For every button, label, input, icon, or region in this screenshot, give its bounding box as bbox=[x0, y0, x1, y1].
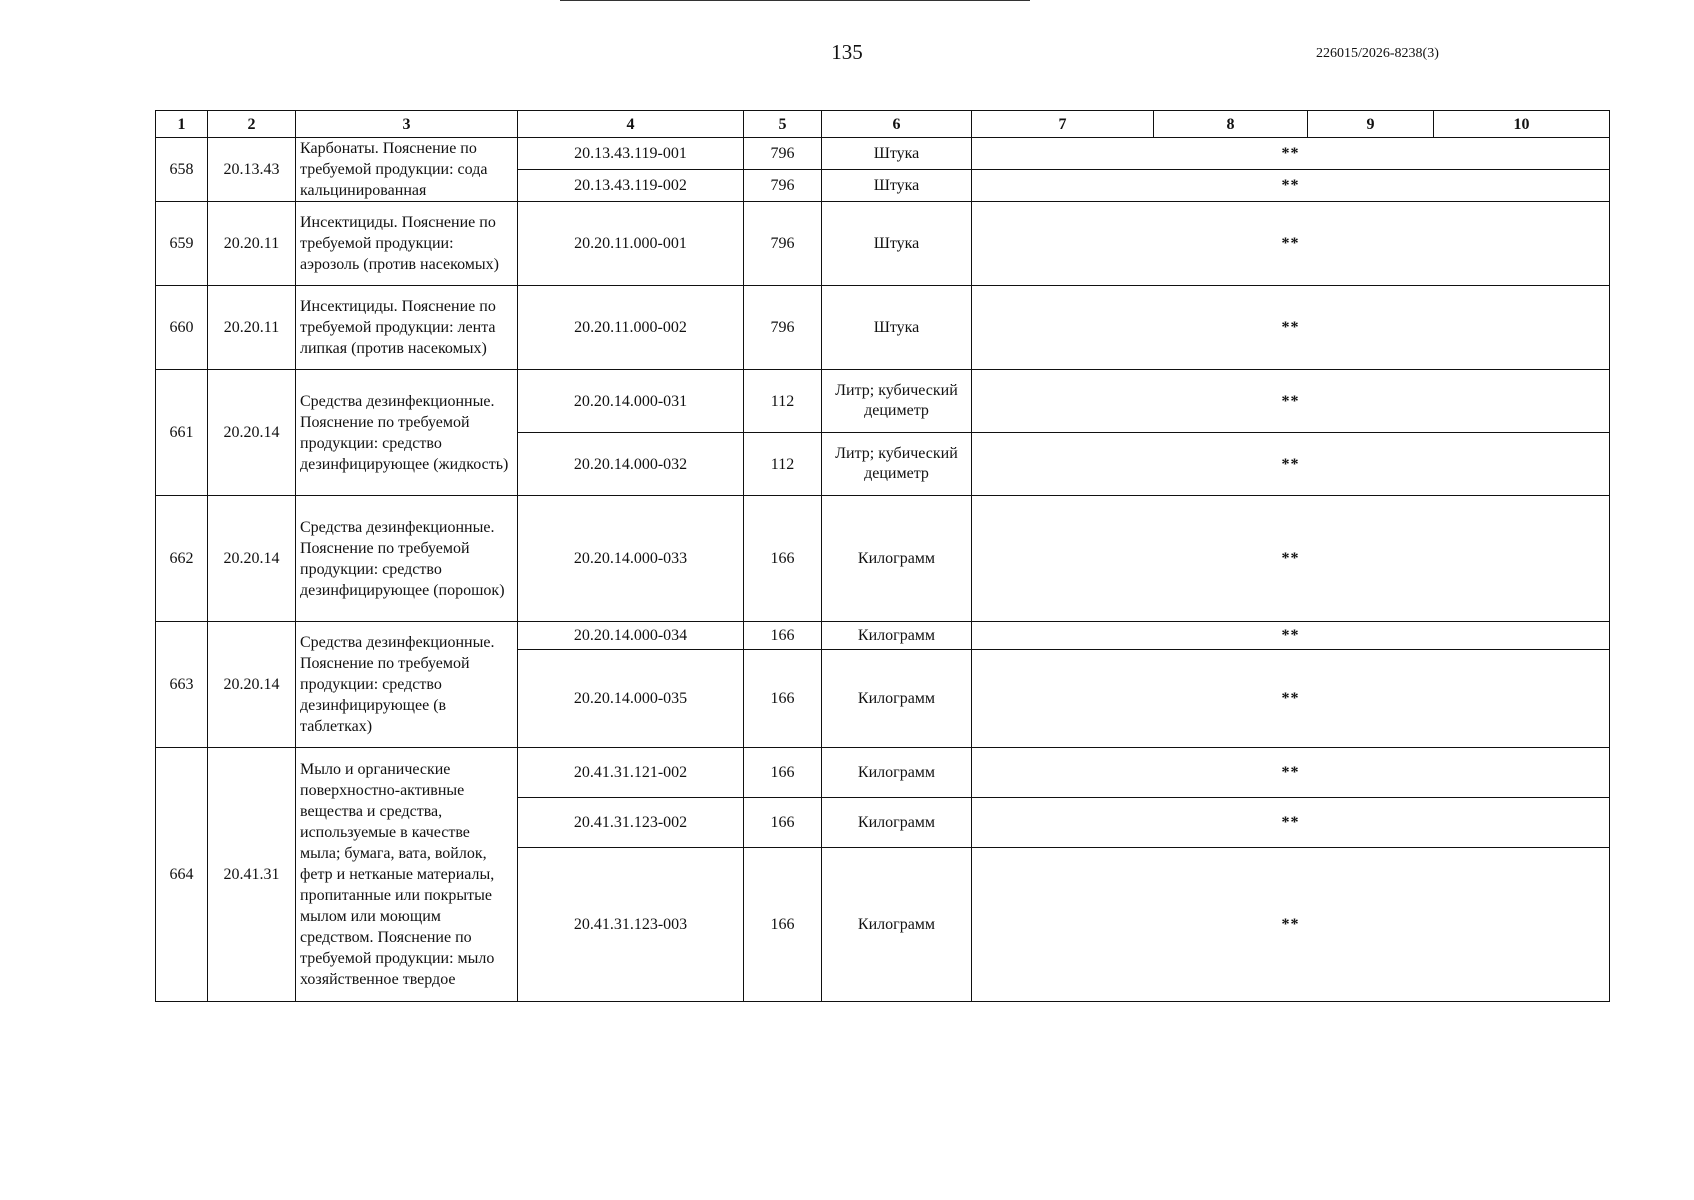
ktru-code: 20.13.43.119-002 bbox=[518, 170, 744, 202]
value-placeholder: ** bbox=[972, 138, 1610, 170]
row-number: 661 bbox=[156, 370, 208, 496]
column-header: 5 bbox=[744, 111, 822, 138]
okpd-code: 20.20.14 bbox=[208, 496, 296, 622]
okei-code: 112 bbox=[744, 370, 822, 433]
item-description: Инсектициды. Пояснение по требуемой продукции: лента липкая (против насекомых) bbox=[296, 286, 518, 370]
okei-code: 796 bbox=[744, 138, 822, 170]
okei-code: 166 bbox=[744, 622, 822, 650]
value-placeholder: ** bbox=[972, 170, 1610, 202]
okpd-code: 20.20.11 bbox=[208, 202, 296, 286]
unit-name: Литр; кубический дециметр bbox=[822, 433, 972, 496]
value-placeholder: ** bbox=[972, 748, 1610, 798]
okei-code: 112 bbox=[744, 433, 822, 496]
unit-name: Килограмм bbox=[822, 798, 972, 848]
value-placeholder: ** bbox=[972, 286, 1610, 370]
okei-code: 796 bbox=[744, 202, 822, 286]
unit-name: Килограмм bbox=[822, 496, 972, 622]
okei-code: 796 bbox=[744, 170, 822, 202]
column-header: 1 bbox=[156, 111, 208, 138]
table-row bbox=[156, 496, 1610, 622]
page-number: 135 bbox=[831, 40, 863, 64]
okei-code: 166 bbox=[744, 748, 822, 798]
unit-name: Штука bbox=[822, 202, 972, 286]
item-description: Средства дезинфекционные. Пояснение по требуемой продукции: средство дезинфицирующее (в таблетках) bbox=[296, 622, 518, 748]
table-row bbox=[156, 202, 1610, 286]
unit-name: Килограмм bbox=[822, 650, 972, 748]
okpd-code: 20.13.43 bbox=[208, 138, 296, 202]
okei-code: 796 bbox=[744, 286, 822, 370]
value-placeholder: ** bbox=[972, 496, 1610, 622]
column-header: 6 bbox=[822, 111, 972, 138]
row-number: 662 bbox=[156, 496, 208, 622]
ktru-code: 20.20.14.000-032 bbox=[518, 433, 744, 496]
table-header-row bbox=[156, 111, 1610, 138]
column-header: 9 bbox=[1308, 111, 1434, 138]
column-header: 8 bbox=[1154, 111, 1308, 138]
ktru-code: 20.41.31.123-003 bbox=[518, 848, 744, 1002]
ktru-code: 20.20.11.000-002 bbox=[518, 286, 744, 370]
item-description: Средства дезинфекционные. Пояснение по требуемой продукции: средство дезинфицирующее (порошок) bbox=[296, 496, 518, 622]
row-number: 660 bbox=[156, 286, 208, 370]
okei-code: 166 bbox=[744, 848, 822, 1002]
ktru-code: 20.20.11.000-001 bbox=[518, 202, 744, 286]
column-header: 2 bbox=[208, 111, 296, 138]
okei-code: 166 bbox=[744, 650, 822, 748]
item-description: Мыло и органические поверхностно-активные вещества и средства, используемые в качестве мыла; бумага, вата, войлок, фетр и нетканые материалы, пропитанные или покрытые мылом или моющим средством. Пояснение по требуемой продукции: мыло хозяйственное твердое bbox=[296, 748, 518, 1002]
column-header: 10 bbox=[1434, 111, 1610, 138]
value-placeholder: ** bbox=[972, 202, 1610, 286]
ktru-code: 20.41.31.123-002 bbox=[518, 798, 744, 848]
value-placeholder: ** bbox=[972, 622, 1610, 650]
ktru-code: 20.13.43.119-001 bbox=[518, 138, 744, 170]
value-placeholder: ** bbox=[972, 433, 1610, 496]
scan-artifact-line bbox=[560, 0, 1030, 1]
row-number: 664 bbox=[156, 748, 208, 1002]
row-number: 663 bbox=[156, 622, 208, 748]
row-number: 659 bbox=[156, 202, 208, 286]
document-id: 226015/2026-8238(3) bbox=[1316, 46, 1439, 61]
ktru-code: 20.20.14.000-031 bbox=[518, 370, 744, 433]
ktru-code: 20.20.14.000-033 bbox=[518, 496, 744, 622]
unit-name: Штука bbox=[822, 138, 972, 170]
table-body bbox=[156, 138, 1610, 1002]
okpd-code: 20.20.14 bbox=[208, 622, 296, 748]
okpd-code: 20.20.11 bbox=[208, 286, 296, 370]
table-row bbox=[156, 138, 1610, 170]
item-description: Средства дезинфекционные. Пояснение по требуемой продукции: средство дезинфицирующее (жидкость) bbox=[296, 370, 518, 496]
unit-name: Килограмм bbox=[822, 622, 972, 650]
row-number: 658 bbox=[156, 138, 208, 202]
ktru-code: 20.20.14.000-034 bbox=[518, 622, 744, 650]
value-placeholder: ** bbox=[972, 370, 1610, 433]
okpd-code: 20.41.31 bbox=[208, 748, 296, 1002]
specification-table bbox=[155, 110, 1610, 1002]
unit-name: Килограмм bbox=[822, 748, 972, 798]
table-row bbox=[156, 748, 1610, 798]
column-header: 3 bbox=[296, 111, 518, 138]
column-header: 7 bbox=[972, 111, 1154, 138]
unit-name: Литр; кубический дециметр bbox=[822, 370, 972, 433]
unit-name: Штука bbox=[822, 286, 972, 370]
unit-name: Штука bbox=[822, 170, 972, 202]
value-placeholder: ** bbox=[972, 798, 1610, 848]
okei-code: 166 bbox=[744, 496, 822, 622]
okei-code: 166 bbox=[744, 798, 822, 848]
ktru-code: 20.41.31.121-002 bbox=[518, 748, 744, 798]
value-placeholder: ** bbox=[972, 650, 1610, 748]
table-row bbox=[156, 286, 1610, 370]
value-placeholder: ** bbox=[972, 848, 1610, 1002]
unit-name: Килограмм bbox=[822, 848, 972, 1002]
column-header: 4 bbox=[518, 111, 744, 138]
table-row bbox=[156, 370, 1610, 433]
item-description: Инсектициды. Пояснение по требуемой продукции: аэрозоль (против насекомых) bbox=[296, 202, 518, 286]
ktru-code: 20.20.14.000-035 bbox=[518, 650, 744, 748]
table-row bbox=[156, 622, 1610, 650]
okpd-code: 20.20.14 bbox=[208, 370, 296, 496]
item-description: Карбонаты. Пояснение по требуемой продукции: сода кальцинированная bbox=[296, 138, 518, 202]
